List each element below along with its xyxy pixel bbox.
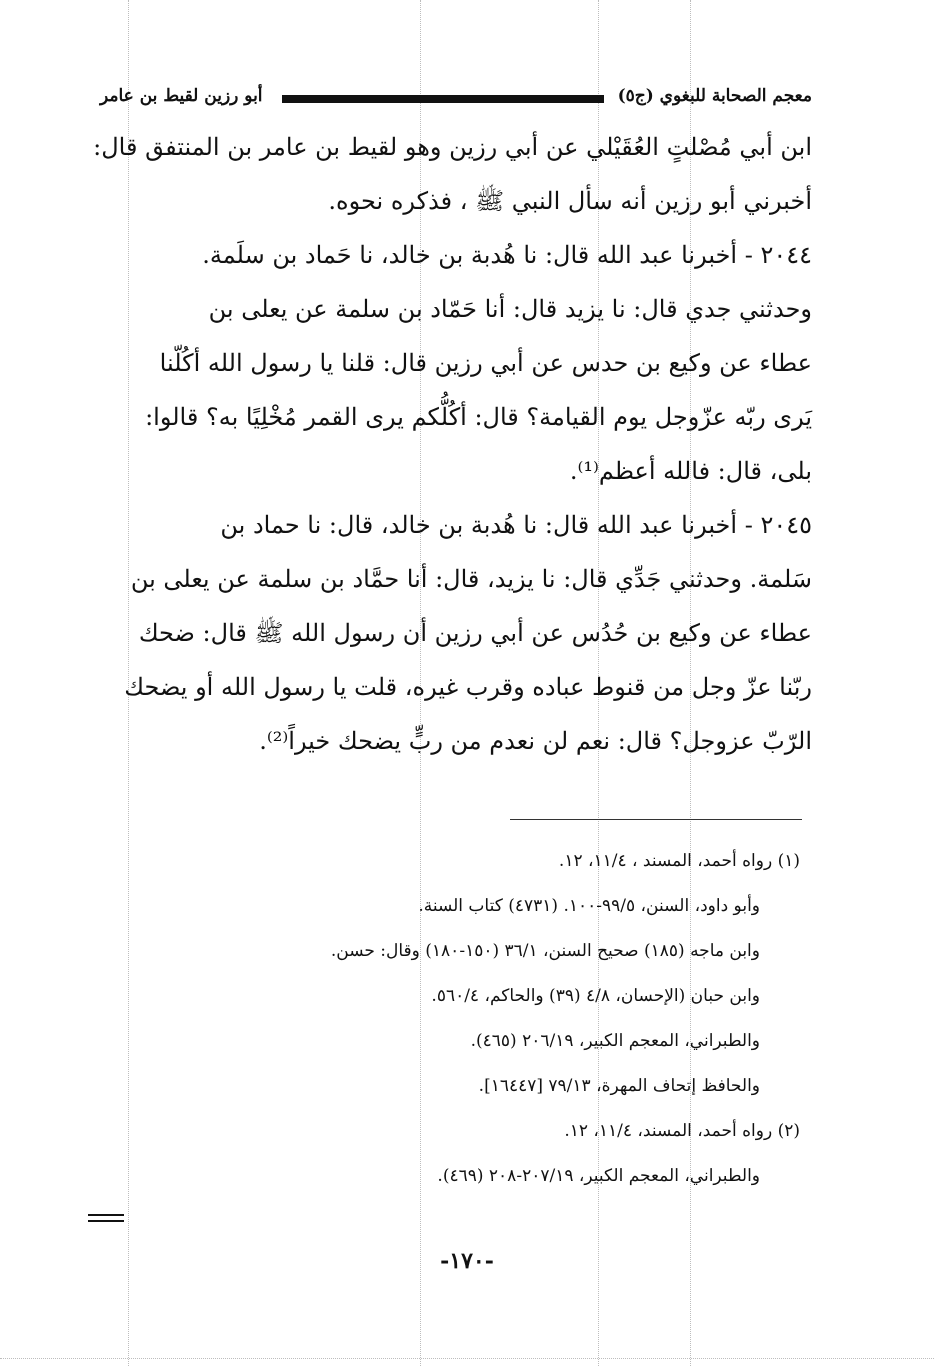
text-line: الرّبّ عزوجل؟ قال: نعم لن نعدم من ربٍّ يضحك خيراً⁽²⁾.	[259, 727, 812, 755]
text-line: ربّنا عزّ وجل من قنوط عباده وقرب غيره، قلت يا رسول الله أو يضحك	[124, 673, 812, 701]
hadith-2044-heading: ٢٠٤٤ - أخبرنا عبد الله قال: نا هُدبة بن خالد، نا حَماد بن سلَمة.	[202, 241, 812, 269]
footnote-2: (٢) رواه أحمد، المسند، ١١/٤، ١٢.	[564, 1121, 800, 1141]
main-text	[93, 132, 812, 780]
page-number: -١٧٠-	[440, 1248, 494, 1274]
footnote-separator	[510, 819, 802, 820]
text-line: يَرى ربّه عزّوجل يوم القيامة؟ قال: أكُلُّكم يرى القمر مُخْلِيًا به؟ قالوا:	[145, 403, 812, 431]
text-line: عطاء عن وكيع بن حُدُس عن أبي رزين أن رسول الله ﷺ قال: ضحك	[138, 619, 812, 647]
footnote-line: وابن ماجه (١٨٥) صحيح السنن، ٣٦/١ (١٥٠-١٨٠) وقال: حسن.	[330, 941, 760, 961]
scan-artifact-line	[0, 1358, 934, 1359]
chapter-title: أبو رزين لقيط بن عامر	[100, 86, 263, 106]
footnote-line: وأبو داود، السنن، ٩٩/٥-١٠٠. (٤٧٣١) كتاب السنة.	[418, 896, 760, 916]
text-line: بلى، قال: فالله أعظم⁽¹⁾.	[569, 457, 812, 485]
text-line: سَلمة. وحدثني جَدِّي قال: نا يزيد، قال: أنا حمَّاد بن سلمة عن يعلى بن	[130, 565, 812, 593]
running-header	[100, 86, 812, 114]
footnote-line: والطبراني، المعجم الكبير، ٢٠٦/١٩ (٤٦٥).	[470, 1031, 760, 1051]
footnote-line: والطبراني، المعجم الكبير، ٢٠٧/١٩-٢٠٨ (٤٦٩).	[437, 1166, 760, 1186]
book-title: معجم الصحابة للبغوي (ج٥)	[617, 86, 812, 106]
header-rule	[282, 95, 604, 103]
text-line: أخبرني أبو رزين أنه سأل النبي ﷺ ، فذكره نحوه.	[328, 187, 812, 215]
text-line: ابن أبي مُصْلتٍ العُقَيْلي عن أبي رزين وهو لقيط بن عامر بن المنتفق قال:	[93, 133, 812, 161]
footnote-1: (١) رواه أحمد، المسند ، ١١/٤، ١٢.	[558, 851, 800, 871]
text-line: عطاء عن وكيع بن حدس عن أبي رزين قال: قلنا يا رسول الله أكُلّنا	[159, 349, 812, 377]
footnote-line: وابن حبان (الإحسان، ٤/٨ (٣٩) والحاكم، ٥٦٠/٤.	[431, 986, 760, 1006]
section-end-mark	[88, 1214, 124, 1224]
hadith-2045-heading: ٢٠٤٥ - أخبرنا عبد الله قال: نا هُدبة بن خالد، قال: نا حماد بن	[220, 511, 812, 539]
footnote-line: والحافظ إتحاف المهرة، ٧٩/١٣ [١٦٤٤٧].	[478, 1076, 760, 1096]
text-line: وحدثني جدي قال: نا يزيد قال: أنا حَمّاد بن سلمة عن يعلى بن	[208, 295, 812, 323]
footnotes	[150, 850, 800, 1210]
